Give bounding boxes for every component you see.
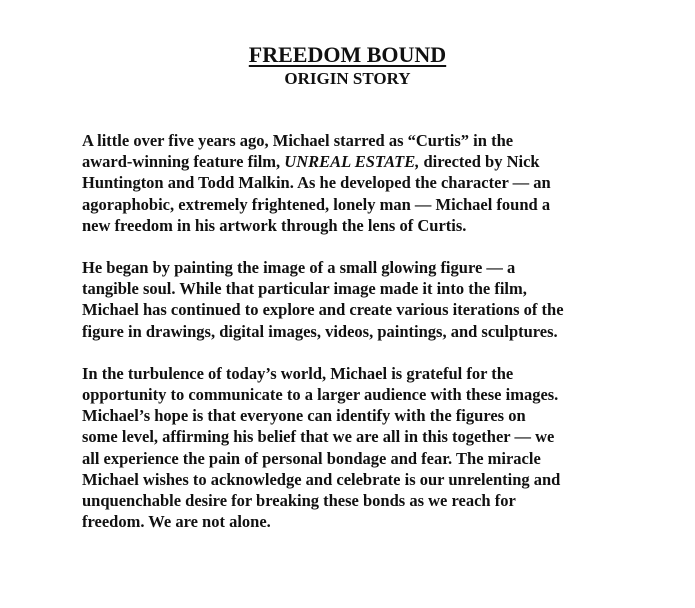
paragraph-1-line-2-end: directed by Nick bbox=[419, 152, 540, 172]
paragraph-1-line-2-start: award-winning feature film, bbox=[82, 152, 285, 172]
paragraph-3-line-8: freedom. We are not alone. bbox=[82, 512, 271, 532]
paragraph-1-line-3: Huntington and Todd Malkin. As he developed the character — an bbox=[82, 173, 551, 193]
film-title: UNREAL ESTATE, bbox=[284, 152, 420, 172]
paragraph-2-line-4: figure in drawings, digital images, videos, paintings, and sculptures. bbox=[82, 321, 558, 341]
paragraph-1-line-2 bbox=[82, 151, 642, 172]
paragraph-3 bbox=[82, 363, 642, 533]
paragraph-3-line-6: Michael wishes to acknowledge and celebrate is our unrelenting and bbox=[82, 469, 561, 489]
document-subtitle: ORIGIN STORY bbox=[284, 69, 411, 88]
paragraph-1 bbox=[82, 130, 642, 236]
paragraph-3-line-3: Michael’s hope is that everyone can identify with the figures on bbox=[82, 406, 526, 426]
paragraph-3-line-2: opportunity to communicate to a larger audience with these images. bbox=[82, 385, 559, 405]
paragraph-1-line-4: agoraphobic, extremely frightened, lonely man — Michael found a bbox=[82, 194, 551, 214]
paragraph-2-line-1: He began by painting the image of a small glowing figure — a bbox=[82, 258, 516, 278]
document-title: FREEDOM BOUND bbox=[248, 42, 447, 67]
document-body bbox=[82, 130, 642, 553]
paragraph-2-line-2: tangible soul. While that particular image made it into the film, bbox=[82, 279, 527, 299]
paragraph-2 bbox=[82, 257, 642, 342]
paragraph-3-line-1: In the turbulence of today’s world, Michael is grateful for the bbox=[82, 363, 514, 383]
paragraph-3-line-7: unquenchable desire for breaking these bonds as we reach for bbox=[82, 491, 516, 511]
paragraph-3-line-4: some level, affirming his belief that we are all in this together — we bbox=[82, 427, 555, 447]
paragraph-3-line-5: all experience the pain of personal bondage and fear. The miracle bbox=[82, 448, 541, 468]
paragraph-2-line-3: Michael has continued to explore and create various iterations of the bbox=[82, 300, 564, 320]
paragraph-1-line-1: A little over five years ago, Michael starred as “Curtis” in the bbox=[82, 131, 514, 150]
paragraph-1-line-5: new freedom in his artwork through the lens of Curtis. bbox=[82, 215, 467, 235]
